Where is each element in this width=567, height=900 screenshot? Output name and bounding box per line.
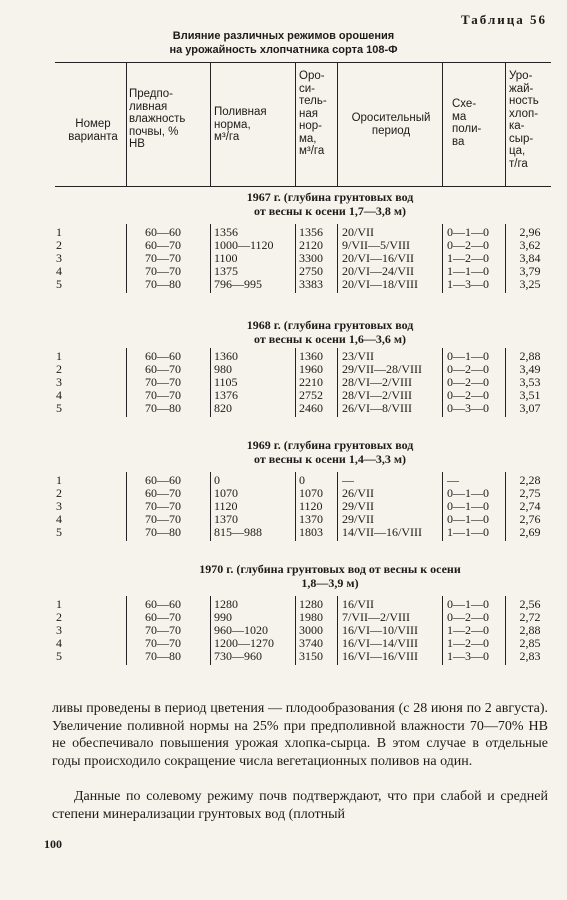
- table-cell: 990: [214, 610, 232, 624]
- table-cell: 0: [214, 473, 220, 487]
- table-cell: 70—70: [145, 264, 181, 278]
- table-cell: 2,75: [519, 486, 541, 500]
- column-header-line: м³/га: [214, 131, 240, 143]
- column-header-line: ма: [452, 110, 467, 123]
- table-cell: 2,85: [519, 636, 541, 650]
- table-cell: 2752: [299, 388, 323, 402]
- column-header-line: хлоп-: [509, 107, 539, 120]
- table-cell: 1376: [214, 388, 238, 402]
- table-cell: 0—2—0: [447, 388, 489, 402]
- table-cell: 1070: [214, 486, 238, 500]
- table-cell: 26/VII: [342, 486, 374, 500]
- year-group-title: от весны к осени 1,4—3,3 м): [253, 452, 406, 466]
- table-cell: 14/VII—16/VIII: [342, 525, 422, 539]
- table-cell: 0—1—0: [447, 512, 489, 526]
- table-cell: 1—2—0: [447, 251, 489, 265]
- table-cell: 3383: [299, 277, 323, 291]
- table-cell: 2120: [299, 238, 323, 252]
- year-group-title: от весны к осени 1,6—3,6 м): [253, 332, 406, 346]
- table-cell: 3,79: [519, 264, 541, 278]
- table-cell: 0—1—0: [447, 499, 489, 513]
- table-cell: 70—80: [145, 649, 181, 663]
- table-cell: 3,07: [519, 401, 541, 415]
- table-cell: 70—80: [145, 525, 181, 539]
- column-header-line: Оросительный: [351, 112, 431, 124]
- table-cell: 20/VI—18/VIII: [342, 277, 418, 291]
- table-cell: 4: [56, 264, 62, 278]
- table-cell: 2,56: [519, 597, 541, 611]
- column-header-line: Поливная: [214, 106, 267, 118]
- table-cell: 70—70: [145, 636, 181, 650]
- table-cell: 1280: [214, 597, 238, 611]
- column-header-line: период: [371, 124, 411, 137]
- page-number: 100: [44, 837, 62, 851]
- table-cell: 1375: [214, 264, 238, 278]
- table-number: Таблица 56: [460, 12, 547, 27]
- table-cell: 2,96: [519, 225, 541, 239]
- table-cell: 16/VI—14/VIII: [342, 636, 418, 650]
- table-cell: 2,88: [519, 623, 541, 637]
- table-cell: 3740: [299, 636, 323, 650]
- table-title-line-2: на урожайность хлопчатника сорта 108-Ф: [169, 44, 398, 56]
- table-cell: 29/VII: [342, 512, 374, 526]
- column-header-line: нор-: [299, 120, 322, 132]
- header-column-divider: [295, 62, 296, 186]
- table-cell: 1360: [299, 349, 323, 363]
- table-cell: 2,74: [519, 499, 541, 513]
- table-cell: 60—70: [145, 486, 181, 500]
- header-column-divider: [442, 62, 443, 186]
- table-cell: 4: [56, 512, 62, 526]
- column-header-line: варианта: [68, 130, 118, 143]
- table-cell: 980: [214, 362, 232, 376]
- table-cell: 1—1—0: [447, 525, 489, 539]
- table-cell: 2460: [299, 401, 323, 415]
- table-cell: 0—1—0: [447, 349, 489, 363]
- table-cell: 16/VII: [342, 597, 374, 611]
- table-cell: 820: [214, 401, 232, 415]
- table-cell: 3000: [299, 623, 323, 637]
- column-header-line: Предпо-: [129, 88, 173, 100]
- table-top-rule: [55, 62, 551, 63]
- table-cell: 5: [56, 401, 62, 415]
- year-group-title: 1969 г. (глубина грунтовых вод: [246, 438, 414, 452]
- table-cell: 1: [56, 349, 62, 363]
- table-cell: 70—70: [145, 375, 181, 389]
- table-cell: 2,28: [519, 473, 541, 487]
- table-cell: 1370: [214, 512, 238, 526]
- table-cell: 3,84: [519, 251, 541, 265]
- table-cell: 70—70: [145, 623, 181, 637]
- table-cell: 60—60: [145, 349, 181, 363]
- table-row: [0, 526, 567, 539]
- table-cell: 29/VII—28/VIII: [342, 362, 422, 376]
- year-group-title: 1,8—3,9 м): [301, 576, 359, 590]
- table-cell: 60—60: [145, 225, 181, 239]
- table-cell: 3150: [299, 649, 323, 663]
- column-header-line: ца,: [509, 145, 526, 157]
- table-cell: 1980: [299, 610, 323, 624]
- column-header-line: тель-: [299, 95, 327, 107]
- table-cell: 70—80: [145, 277, 181, 291]
- table-cell: 70—80: [145, 401, 181, 415]
- table-cell: 815—988: [214, 525, 262, 539]
- table-cell: 1—1—0: [447, 264, 489, 278]
- body-paragraph-2: Данные по солевому режиму почв подтверждают, что при слабой и средней степени минерализации грунтовых вод (плотный: [52, 789, 548, 822]
- table-cell: 1120: [214, 499, 238, 513]
- table-cell: 20/VI—24/VII: [342, 264, 414, 278]
- table-cell: 29/VII: [342, 499, 374, 513]
- table-cell: 1356: [214, 225, 238, 239]
- table-cell: 23/VII: [342, 349, 374, 363]
- table-cell: 26/VI—8/VIII: [342, 401, 412, 415]
- column-header: [509, 70, 549, 170]
- column-header: [452, 98, 500, 148]
- table-cell: 2: [56, 610, 62, 624]
- table-cell: 2: [56, 486, 62, 500]
- column-header: [129, 88, 207, 151]
- column-header-line: НВ: [129, 138, 145, 150]
- header-column-divider: [210, 62, 211, 186]
- table-cell: 70—70: [145, 251, 181, 265]
- table-cell: 0: [299, 473, 305, 487]
- table-cell: 3: [56, 623, 62, 637]
- table-row: [0, 278, 567, 291]
- table-cell: 730—960: [214, 649, 262, 663]
- year-group-title: 1970 г. (глубина грунтовых вод от весны к осени: [199, 562, 461, 576]
- table-cell: 28/VI—2/VIII: [342, 388, 412, 402]
- table-cell: 1803: [299, 525, 323, 539]
- column-header-line: ка-: [509, 120, 525, 132]
- table-cell: 60—60: [145, 473, 181, 487]
- table-cell: 3,51: [519, 388, 541, 402]
- table-cell: 3: [56, 375, 62, 389]
- table-cell: 3,49: [519, 362, 541, 376]
- table-cell: 1960: [299, 362, 323, 376]
- table-cell: 5: [56, 525, 62, 539]
- table-cell: 1: [56, 225, 62, 239]
- table-cell: 0—2—0: [447, 362, 489, 376]
- column-header-line: Номер: [75, 118, 111, 130]
- table-cell: 796—995: [214, 277, 262, 291]
- table-cell: 1: [56, 473, 62, 487]
- table-cell: 9/VII—5/VIII: [342, 238, 410, 252]
- column-header-line: ливная: [129, 100, 168, 113]
- column-header-line: Оро-: [299, 70, 325, 82]
- column-header-line: си-: [299, 82, 316, 95]
- column-header-line: м³/га: [299, 145, 325, 157]
- table-cell: 2,83: [519, 649, 541, 663]
- column-header: [299, 70, 335, 158]
- table-cell: 5: [56, 649, 62, 663]
- table-cell: 1: [56, 597, 62, 611]
- table-cell: 28/VI—2/VIII: [342, 375, 412, 389]
- header-column-divider: [505, 62, 506, 186]
- column-header-line: т/га: [509, 157, 528, 170]
- year-group-title: от весны к осени 1,7—3,8 м): [253, 204, 406, 218]
- column-header-line: влажность: [129, 113, 186, 125]
- table-cell: 4: [56, 636, 62, 650]
- table-cell: 2750: [299, 264, 323, 278]
- year-group-title: 1968 г. (глубина грунтовых вод: [246, 318, 414, 332]
- table-cell: 2210: [299, 375, 323, 389]
- column-header-line: почвы, %: [129, 125, 179, 138]
- column-header-line: сыр-: [509, 132, 534, 145]
- header-column-divider: [337, 62, 338, 186]
- table-cell: 2: [56, 362, 62, 376]
- table-cell: 2,69: [519, 525, 541, 539]
- column-header: [62, 118, 124, 143]
- column-header-line: жай-: [509, 82, 534, 95]
- column-header: [214, 106, 292, 144]
- table-cell: 3,53: [519, 375, 541, 389]
- table-cell: 3: [56, 499, 62, 513]
- table-cell: 60—70: [145, 610, 181, 624]
- column-header-line: Уро-: [509, 70, 533, 82]
- table-cell: 4: [56, 388, 62, 402]
- table-cell: 1000—1120: [214, 238, 274, 252]
- table-row: [0, 650, 567, 663]
- table-cell: —: [342, 473, 354, 487]
- table-cell: 1—2—0: [447, 623, 489, 637]
- table-title-line-1: Влияние различных режимов орошения: [172, 30, 395, 42]
- table-cell: 60—70: [145, 362, 181, 376]
- table-cell: 5: [56, 277, 62, 291]
- table-cell: 960—1020: [214, 623, 268, 637]
- column-header-line: ма,: [299, 132, 317, 145]
- table-cell: 1105: [214, 375, 238, 389]
- column-header-line: ная: [299, 107, 318, 120]
- column-header-line: ность: [509, 95, 539, 107]
- column-header: [343, 112, 439, 137]
- column-header-line: Схе-: [452, 98, 477, 110]
- body-paragraph-1: ливы проведены в период цветения — плодообразования (с 28 июня по 2 августа). Увеличение поливной нормы на 25% при предполивной влажности 70—70% НВ не обеспечивало повышения урожая хлопка-сырца. В этом случае в отдельные годы происходило сокращение числа вегетационных поливов на один.: [52, 701, 548, 769]
- table-cell: 60—70: [145, 238, 181, 252]
- table-cell: 1—3—0: [447, 649, 489, 663]
- table-cell: 20/VII: [342, 225, 374, 239]
- table-row: [0, 402, 567, 415]
- column-header-line: ва: [452, 135, 465, 148]
- table-cell: 70—70: [145, 499, 181, 513]
- header-column-divider: [126, 62, 127, 186]
- table-cell: 0—2—0: [447, 610, 489, 624]
- table-cell: 2,72: [519, 610, 541, 624]
- table-cell: 0—2—0: [447, 238, 489, 252]
- table-cell: 2: [56, 238, 62, 252]
- table-cell: 3: [56, 251, 62, 265]
- table-cell: 20/VI—16/VII: [342, 251, 414, 265]
- table-cell: 3,62: [519, 238, 541, 252]
- column-header-line: норма,: [214, 118, 251, 131]
- table-cell: 0—2—0: [447, 375, 489, 389]
- table-cell: 1—2—0: [447, 636, 489, 650]
- table-cell: 1100: [214, 251, 238, 265]
- table-cell: 0—1—0: [447, 486, 489, 500]
- table-cell: 7/VII—2/VIII: [342, 610, 410, 624]
- table-cell: 3,25: [519, 277, 541, 291]
- table-cell: 1280: [299, 597, 323, 611]
- table-cell: 3300: [299, 251, 323, 265]
- table-cell: 2,88: [519, 349, 541, 363]
- year-group-title: 1967 г. (глубина грунтовых вод: [246, 190, 414, 204]
- table-cell: 70—70: [145, 512, 181, 526]
- table-cell: 1120: [299, 499, 323, 513]
- table-cell: 1070: [299, 486, 323, 500]
- table-header-rule: [55, 186, 551, 187]
- table-cell: 1200—1270: [214, 636, 274, 650]
- table-cell: 16/VI—10/VIII: [342, 623, 418, 637]
- table-cell: 1360: [214, 349, 238, 363]
- table-cell: —: [447, 473, 459, 487]
- table-cell: 0—3—0: [447, 401, 489, 415]
- table-cell: 2,76: [519, 512, 541, 526]
- table-cell: 16/VI—16/VIII: [342, 649, 418, 663]
- column-header-line: поли-: [452, 123, 482, 135]
- table-cell: 60—60: [145, 597, 181, 611]
- table-cell: 1356: [299, 225, 323, 239]
- table-cell: 0—1—0: [447, 225, 489, 239]
- table-cell: 0—1—0: [447, 597, 489, 611]
- table-cell: 1370: [299, 512, 323, 526]
- table-cell: 70—70: [145, 388, 181, 402]
- table-cell: 1—3—0: [447, 277, 489, 291]
